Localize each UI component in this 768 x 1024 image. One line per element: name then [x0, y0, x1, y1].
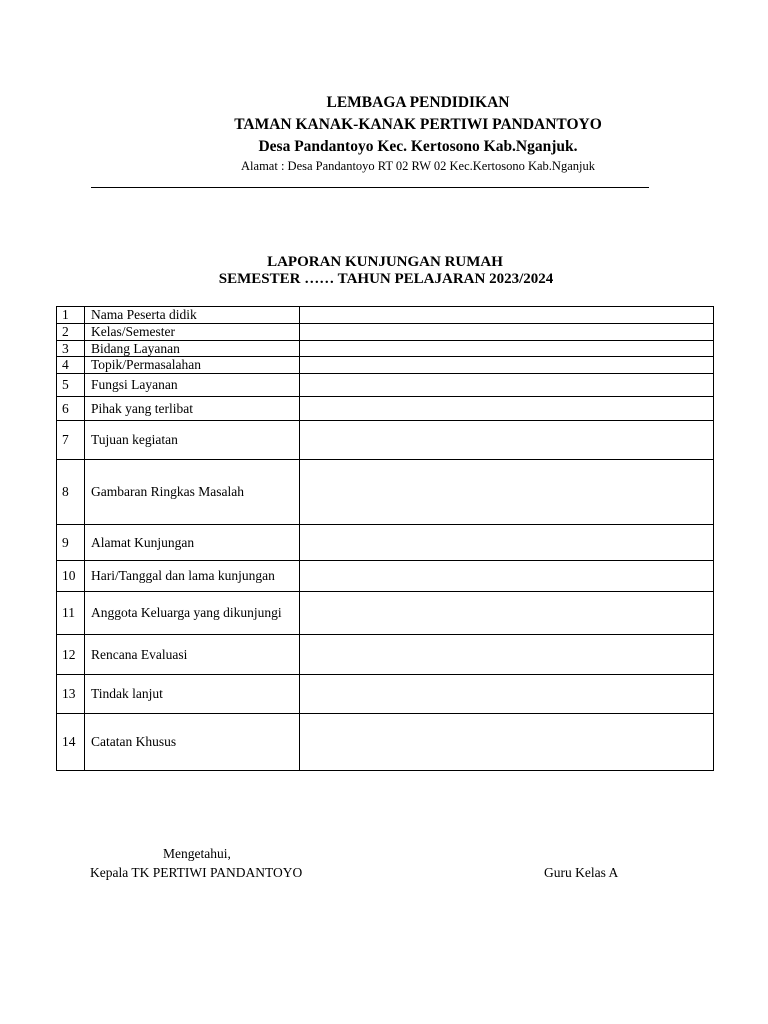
row-number: 10: [57, 561, 85, 592]
row-value-field[interactable]: [300, 460, 714, 525]
row-label: Hari/Tanggal dan lama kunjungan: [85, 561, 300, 592]
row-label: Bidang Layanan: [85, 341, 300, 357]
row-value-field[interactable]: [300, 357, 714, 374]
letterhead: [0, 92, 768, 175]
row-value-field[interactable]: [300, 324, 714, 341]
row-label: Nama Peserta didik: [85, 307, 300, 324]
row-label: Kelas/Semester: [85, 324, 300, 341]
row-label: Tujuan kegiatan: [85, 421, 300, 460]
row-number: 1: [57, 307, 85, 324]
table-row: [57, 374, 714, 397]
row-label: Topik/Permasalahan: [85, 357, 300, 374]
row-value-field[interactable]: [300, 307, 714, 324]
row-label: Tindak lanjut: [85, 675, 300, 714]
report-title-line-2: SEMESTER …… TAHUN PELAJARAN 2023/2024: [218, 271, 554, 287]
row-number: 4: [57, 357, 85, 374]
row-number: 12: [57, 635, 85, 675]
row-value-field[interactable]: [300, 341, 714, 357]
table-row: [57, 307, 714, 324]
report-form-table: [56, 306, 714, 771]
table-row: [57, 341, 714, 357]
row-number: 13: [57, 675, 85, 714]
table-row: [57, 525, 714, 561]
row-label: Rencana Evaluasi: [85, 635, 300, 675]
row-value-field[interactable]: [300, 714, 714, 771]
acknowledged-label: Mengetahui,: [163, 846, 231, 861]
table-row: [57, 561, 714, 592]
row-label: Alamat Kunjungan: [85, 525, 300, 561]
row-value-field[interactable]: [300, 397, 714, 421]
school-location: Desa Pandantoyo Kec. Kertosono Kab.Nganjuk.: [258, 138, 578, 155]
row-label: Catatan Khusus: [85, 714, 300, 771]
table-row: [57, 635, 714, 675]
school-name: TAMAN KANAK-KANAK PERTIWI PANDANTOYO: [234, 116, 602, 133]
row-label: Pihak yang terlibat: [85, 397, 300, 421]
row-value-field[interactable]: [300, 592, 714, 635]
teacher-signature-label: Guru Kelas A: [544, 865, 619, 880]
table-row: [57, 397, 714, 421]
row-value-field[interactable]: [300, 525, 714, 561]
row-label: Fungsi Layanan: [85, 374, 300, 397]
row-label: Gambaran Ringkas Masalah: [85, 460, 300, 525]
report-title-line-1: LAPORAN KUNJUNGAN RUMAH: [267, 254, 503, 270]
row-value-field[interactable]: [300, 421, 714, 460]
row-number: 7: [57, 421, 85, 460]
table-row: [57, 592, 714, 635]
table-row: [57, 460, 714, 525]
institution-title: LEMBAGA PENDIDIKAN: [326, 94, 510, 111]
row-value-field[interactable]: [300, 374, 714, 397]
row-number: 6: [57, 397, 85, 421]
row-number: 5: [57, 374, 85, 397]
table-row: [57, 324, 714, 341]
row-number: 9: [57, 525, 85, 561]
row-number: 3: [57, 341, 85, 357]
table-row: [57, 421, 714, 460]
table-row: [57, 357, 714, 374]
letterhead-divider: [91, 187, 649, 188]
row-number: 11: [57, 592, 85, 635]
report-title: [0, 254, 768, 288]
row-value-field[interactable]: [300, 561, 714, 592]
row-label: Anggota Keluarga yang dikunjungi: [85, 592, 300, 635]
row-value-field[interactable]: [300, 675, 714, 714]
table-row: [57, 675, 714, 714]
row-number: 8: [57, 460, 85, 525]
table-row: [57, 714, 714, 771]
principal-signature-label: Kepala TK PERTIWI PANDANTOYO: [90, 865, 303, 880]
school-address: Alamat : Desa Pandantoyo RT 02 RW 02 Kec.Kertosono Kab.Nganjuk: [241, 159, 595, 173]
row-number: 2: [57, 324, 85, 341]
row-number: 14: [57, 714, 85, 771]
row-value-field[interactable]: [300, 635, 714, 675]
